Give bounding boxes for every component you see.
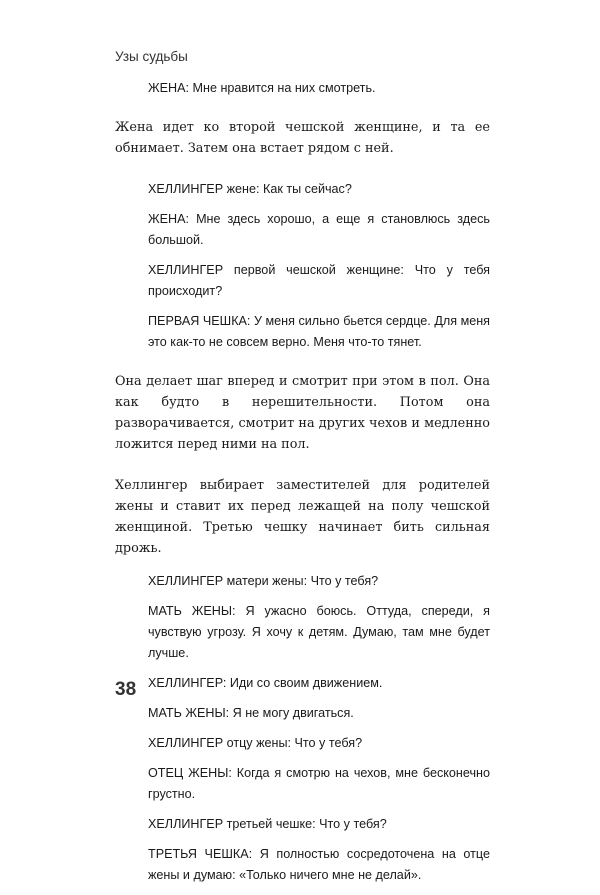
dialogue-line: ОТЕЦ ЖЕНЫ: Когда я смотрю на чехов, мне бесконечно грустно.: [148, 766, 490, 801]
dialogue-line: ХЕЛЛИНГЕР первой чешской женщине: Что у тебя происходит?: [148, 263, 490, 298]
narration-paragraph: Она делает шаг вперед и смотрит при этом в пол. Она как будто в нерешительности. Потом она разворачивается, смотрит на других чехов и медленно ложится перед ними на пол.: [115, 374, 490, 452]
running-head: Узы судьбы: [115, 49, 188, 64]
narration-paragraph: Жена идет ко второй чешской женщине, и та ее обнимает. Затем она встает рядом с ней.: [115, 120, 490, 156]
dialogue-line: ХЕЛЛИНГЕР третьей чешке: Что у тебя?: [148, 817, 387, 831]
dialogue-line: ЖЕНА: Мне нравится на них смотреть.: [148, 81, 376, 95]
dialogue-line: ПЕРВАЯ ЧЕШКА: У меня сильно бьется сердце. Для меня это как-то не совсем верно. Меня что-то тянет.: [148, 314, 490, 349]
dialogue-line: ЖЕНА: Мне здесь хорошо, а еще я становлюсь здесь большой.: [148, 212, 490, 247]
dialogue-line: МАТЬ ЖЕНЫ: Я ужасно боюсь. Оттуда, спереди, я чувствую угрозу. Я хочу к детям. Думаю, там мне будет лучше.: [148, 604, 490, 660]
dialogue-line: ХЕЛЛИНГЕР жене: Как ты сейчас?: [148, 182, 352, 196]
dialogue-line: ХЕЛЛИНГЕР: Иди со своим движением.: [148, 676, 383, 690]
page-content: [115, 78, 490, 895]
dialogue-line: ТРЕТЬЯ ЧЕШКА: Я полностью сосредоточена на отце жены и думаю: «Только ничего мне не делай».: [148, 847, 490, 882]
narration-paragraph: Хеллингер выбирает заместителей для родителей жены и ставит их перед лежащей на полу чешской женщиной. Третью чешку начинает бить сильная дрожь.: [115, 478, 490, 556]
dialogue-line: МАТЬ ЖЕНЫ: Я не могу двигаться.: [148, 706, 354, 720]
page-number: 38: [115, 679, 137, 700]
dialogue-line: ХЕЛЛИНГЕР отцу жены: Что у тебя?: [148, 736, 363, 750]
dialogue-line: ХЕЛЛИНГЕР матери жены: Что у тебя?: [148, 574, 379, 588]
